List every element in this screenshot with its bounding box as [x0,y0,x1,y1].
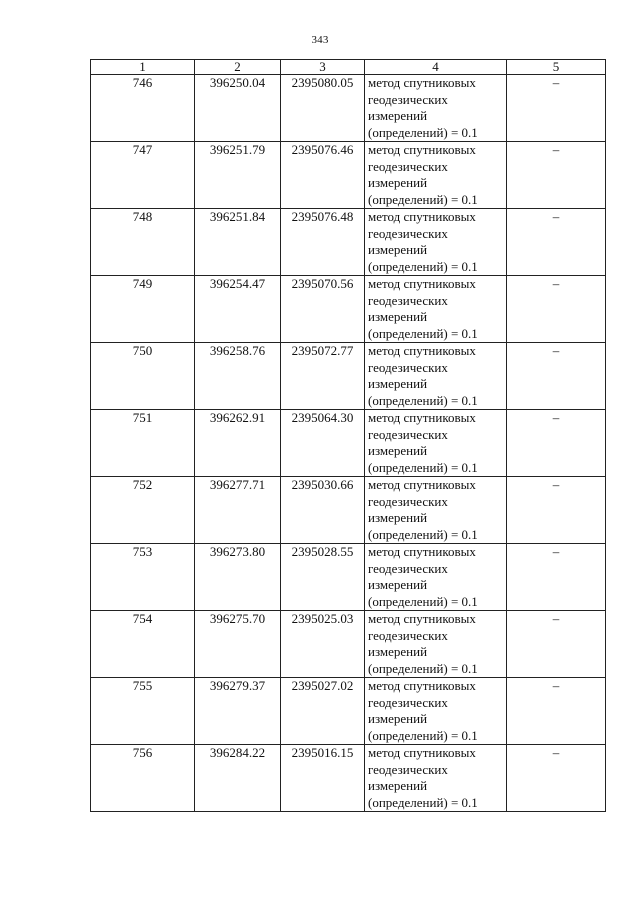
method-line: метод спутниковых [368,410,476,425]
method-line: (определений) = 0.1 [368,526,478,542]
table-body [91,75,606,812]
note-cell: – [507,678,606,745]
point-number-cell: 750 [91,343,195,410]
method-line: геодезических [368,359,448,375]
method-line: измерений [368,711,428,726]
method-cell [365,276,507,343]
method-cell [365,611,507,678]
method-line: (определений) = 0.1 [368,660,478,676]
table-row [91,343,606,410]
y-coordinate-cell: 2395016.15 [281,745,365,812]
x-coordinate-cell: 396277.71 [195,477,281,544]
header-col-5: 5 [507,60,606,75]
method-line: геодезических [368,91,448,107]
note-cell: – [507,410,606,477]
method-line: метод спутниковых [368,544,476,559]
x-coordinate-cell: 396273.80 [195,544,281,611]
method-line: измерений [368,644,428,659]
y-coordinate-cell: 2395064.30 [281,410,365,477]
y-coordinate-cell: 2395072.77 [281,343,365,410]
point-number-cell: 755 [91,678,195,745]
method-line: (определений) = 0.1 [368,727,478,743]
method-line: метод спутниковых [368,343,476,358]
y-coordinate-cell: 2395028.55 [281,544,365,611]
method-cell [365,410,507,477]
y-coordinate-cell: 2395030.66 [281,477,365,544]
method-cell [365,209,507,276]
method-line: геодезических [368,761,448,777]
method-line: метод спутниковых [368,75,476,90]
method-cell [365,477,507,544]
method-line: измерений [368,510,428,525]
method-line: измерений [368,108,428,123]
method-cell [365,745,507,812]
method-line: метод спутниковых [368,276,476,291]
point-number-cell: 748 [91,209,195,276]
x-coordinate-cell: 396251.79 [195,142,281,209]
method-line: (определений) = 0.1 [368,794,478,810]
note-cell: – [507,209,606,276]
x-coordinate-cell: 396262.91 [195,410,281,477]
method-line: геодезических [368,292,448,308]
note-cell: – [507,75,606,142]
method-line: метод спутниковых [368,477,476,492]
header-col-1: 1 [91,60,195,75]
method-cell [365,142,507,209]
y-coordinate-cell: 2395027.02 [281,678,365,745]
point-number-cell: 747 [91,142,195,209]
method-cell [365,75,507,142]
table-row [91,276,606,343]
table-row [91,142,606,209]
x-coordinate-cell: 396258.76 [195,343,281,410]
method-line: (определений) = 0.1 [368,459,478,475]
header-col-4: 4 [365,60,507,75]
x-coordinate-cell: 396275.70 [195,611,281,678]
method-line: метод спутниковых [368,142,476,157]
point-number-cell: 756 [91,745,195,812]
x-coordinate-cell: 396251.84 [195,209,281,276]
method-line: геодезических [368,493,448,509]
method-line: метод спутниковых [368,745,476,760]
table-row [91,209,606,276]
method-line: геодезических [368,560,448,576]
method-line: измерений [368,577,428,592]
note-cell: – [507,611,606,678]
method-line: (определений) = 0.1 [368,191,478,207]
table-row [91,75,606,142]
table-row [91,477,606,544]
point-number-cell: 749 [91,276,195,343]
note-cell: – [507,544,606,611]
page-number: 343 [311,34,329,46]
method-cell [365,343,507,410]
method-line: (определений) = 0.1 [368,392,478,408]
y-coordinate-cell: 2395070.56 [281,276,365,343]
point-number-cell: 754 [91,611,195,678]
point-number-cell: 751 [91,410,195,477]
method-cell [365,544,507,611]
y-coordinate-cell: 2395076.46 [281,142,365,209]
coordinates-table [90,59,606,812]
header-col-3: 3 [281,60,365,75]
method-line: геодезических [368,627,448,643]
method-line: геодезических [368,426,448,442]
note-cell: – [507,142,606,209]
point-number-cell: 753 [91,544,195,611]
header-col-2: 2 [195,60,281,75]
method-line: геодезических [368,694,448,710]
note-cell: – [507,745,606,812]
point-number-cell: 746 [91,75,195,142]
method-line: измерений [368,376,428,391]
method-cell [365,678,507,745]
method-line: геодезических [368,225,448,241]
method-line: (определений) = 0.1 [368,124,478,140]
table-header [91,60,606,75]
method-line: метод спутниковых [368,611,476,626]
point-number-cell: 752 [91,477,195,544]
method-line: (определений) = 0.1 [368,325,478,341]
table-row [91,611,606,678]
x-coordinate-cell: 396250.04 [195,75,281,142]
x-coordinate-cell: 396284.22 [195,745,281,812]
note-cell: – [507,276,606,343]
method-line: измерений [368,309,428,324]
method-line: измерений [368,778,428,793]
method-line: измерений [368,242,428,257]
table-row [91,678,606,745]
method-line: метод спутниковых [368,209,476,224]
method-line: геодезических [368,158,448,174]
method-line: (определений) = 0.1 [368,593,478,609]
method-line: измерений [368,175,428,190]
y-coordinate-cell: 2395080.05 [281,75,365,142]
method-line: измерений [368,443,428,458]
note-cell: – [507,343,606,410]
x-coordinate-cell: 396254.47 [195,276,281,343]
y-coordinate-cell: 2395076.48 [281,209,365,276]
x-coordinate-cell: 396279.37 [195,678,281,745]
note-cell: – [507,477,606,544]
header-row [91,60,606,75]
table-row [91,745,606,812]
method-line: метод спутниковых [368,678,476,693]
y-coordinate-cell: 2395025.03 [281,611,365,678]
table-row [91,410,606,477]
method-line: (определений) = 0.1 [368,258,478,274]
table-row [91,544,606,611]
